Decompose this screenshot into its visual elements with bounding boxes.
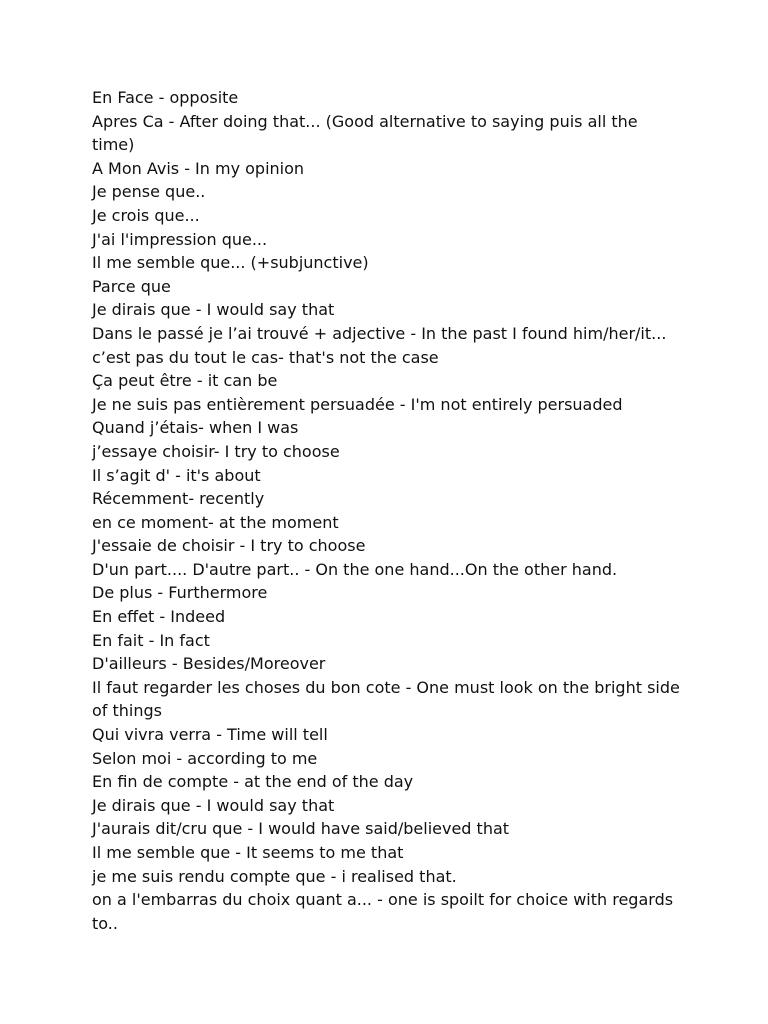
phrase-line: Quand j’étais- when I was <box>92 418 299 438</box>
phrase-line: Qui vivra verra - Time will tell <box>92 725 328 745</box>
phrase-line: D'un part.... D'autre part.. - On the one hand...On the other hand. <box>92 559 618 579</box>
phrase-line: Je crois que... <box>92 205 200 225</box>
phrase-list <box>92 86 685 935</box>
phrase-line: j’essaye choisir- I try to choose <box>92 441 340 461</box>
phrase-line: Parce que <box>92 276 171 296</box>
phrase-line: En effet - Indeed <box>92 607 226 627</box>
phrase-line: c’est pas du tout le cas- that's not the case <box>92 347 439 367</box>
phrase-line: En fait - In fact <box>92 630 210 650</box>
phrase-line: Je pense que.. <box>92 182 206 202</box>
phrase-line: En fin de compte - at the end of the day <box>92 772 414 792</box>
phrase-line: Dans le passé je l’ai trouvé + adjective - In the past I found him/her/it... <box>92 323 667 343</box>
phrase-line: Je dirais que - I would say that <box>92 300 335 320</box>
phrase-line: Il me semble que... (+subjunctive) <box>92 253 369 273</box>
phrase-line: Je ne suis pas entièrement persuadée - I'm not entirely persuaded <box>92 394 623 414</box>
phrase-line: Selon moi - according to me <box>92 748 318 768</box>
phrase-line: Apres Ca - After doing that... (Good alternative to saying puis all the time) <box>92 111 643 155</box>
phrase-line: Je dirais que - I would say that <box>92 795 335 815</box>
phrase-line: A Mon Avis - In my opinion <box>92 158 305 178</box>
phrase-line: En Face - opposite <box>92 88 239 107</box>
phrase-line: on a l'embarras du choix quant a... - one is spoilt for choice with regards to.. <box>92 890 679 933</box>
phrase-line: J'aurais dit/cru que - I would have said/believed that <box>92 819 510 839</box>
phrase-line: Il me semble que - It seems to me that <box>92 843 404 862</box>
phrase-line: en ce moment- at the moment <box>92 512 339 532</box>
phrase-line: Ça peut être - it can be <box>92 371 278 391</box>
phrase-line: D'ailleurs - Besides/Moreover <box>92 654 326 674</box>
phrase-line: De plus - Furthermore <box>92 583 268 603</box>
phrase-line: J'ai l'impression que... <box>92 229 268 249</box>
phrase-line: Il faut regarder les choses du bon cote - One must look on the bright side of things <box>92 677 685 721</box>
phrase-line: je me suis rendu compte que - i realised that. <box>92 866 457 886</box>
phrase-line: Il s’agit d' - it's about <box>92 465 261 485</box>
phrase-line: Récemment- recently <box>92 489 265 509</box>
phrase-line: J'essaie de choisir - I try to choose <box>92 536 366 556</box>
